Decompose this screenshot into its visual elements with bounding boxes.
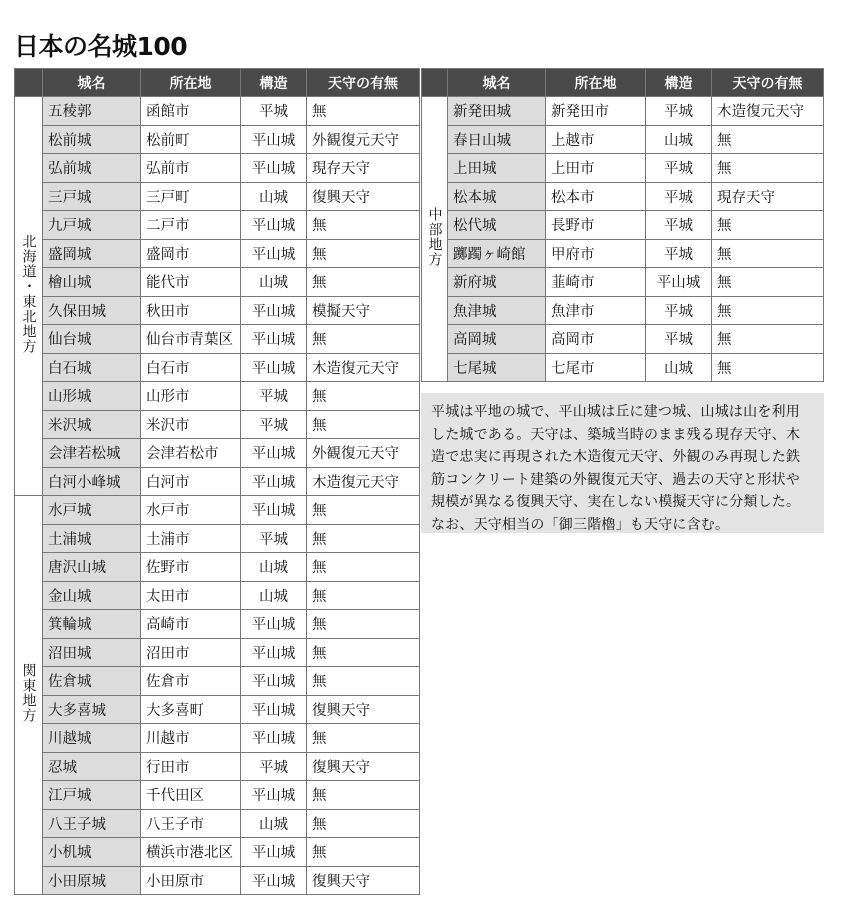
location-cell: 大多喜町 bbox=[141, 695, 241, 724]
table-row bbox=[15, 154, 420, 183]
location-cell: 七尾市 bbox=[546, 353, 646, 382]
castle-name-cell: 山形城 bbox=[43, 382, 141, 411]
keep-status-cell: 無 bbox=[307, 581, 420, 610]
table-row bbox=[15, 752, 420, 781]
castle-name-cell: 松代城 bbox=[448, 211, 546, 240]
table-row bbox=[422, 268, 824, 297]
castle-name-cell: 水戸城 bbox=[43, 496, 141, 525]
structure-cell: 山城 bbox=[241, 581, 307, 610]
structure-cell: 平山城 bbox=[241, 296, 307, 325]
structure-cell: 平城 bbox=[241, 524, 307, 553]
structure-cell: 平山城 bbox=[241, 724, 307, 753]
keep-status-cell: 木造復元天守 bbox=[712, 97, 824, 126]
castle-name-cell: 八王子城 bbox=[43, 809, 141, 838]
structure-cell: 平山城 bbox=[241, 781, 307, 810]
table-row bbox=[15, 439, 420, 468]
castle-name-cell: 春日山城 bbox=[448, 125, 546, 154]
location-cell: 仙台市青葉区 bbox=[141, 325, 241, 354]
location-cell: 能代市 bbox=[141, 268, 241, 297]
table-row bbox=[15, 97, 420, 126]
structure-cell: 平山城 bbox=[241, 496, 307, 525]
table-row bbox=[15, 553, 420, 582]
keep-status-cell: 無 bbox=[307, 838, 420, 867]
keep-status-cell: 現存天守 bbox=[712, 182, 824, 211]
castle-name-cell: 九戸城 bbox=[43, 211, 141, 240]
table-row bbox=[422, 125, 824, 154]
location-cell: 函館市 bbox=[141, 97, 241, 126]
table-row bbox=[422, 97, 824, 126]
structure-cell: 平城 bbox=[646, 211, 712, 240]
table-row bbox=[15, 638, 420, 667]
castle-name-cell: 盛岡城 bbox=[43, 239, 141, 268]
keep-status-cell: 無 bbox=[712, 211, 824, 240]
structure-cell: 平山城 bbox=[241, 667, 307, 696]
table-row bbox=[15, 182, 420, 211]
structure-cell: 平山城 bbox=[241, 638, 307, 667]
header-location: 所在地 bbox=[546, 69, 646, 97]
table-row bbox=[15, 496, 420, 525]
location-cell: 韮崎市 bbox=[546, 268, 646, 297]
location-cell: 秋田市 bbox=[141, 296, 241, 325]
keep-status-cell: 無 bbox=[712, 239, 824, 268]
table-row bbox=[15, 296, 420, 325]
structure-cell: 平城 bbox=[646, 182, 712, 211]
keep-status-cell: 無 bbox=[307, 239, 420, 268]
structure-cell: 平山城 bbox=[241, 467, 307, 496]
castle-table-left bbox=[14, 68, 420, 895]
region-label-text: 関東地方 bbox=[20, 663, 37, 723]
castle-name-cell: 小机城 bbox=[43, 838, 141, 867]
region-label bbox=[422, 97, 448, 382]
table-row bbox=[422, 211, 824, 240]
legend-note: 平城は平地の城で、平山城は丘に建つ城、山城は山を利用した城である。天守は、築城当時のまま残る現存天守、木造で忠実に再現された木造復元天守、外観のみ再現した鉄筋コンクリート建築の外観復元天守、過去の天守と形状や規模が異なる復興天守、実在しない模擬天守に分類した。なお、天守相当の「御三階櫓」も天守に含む。 bbox=[421, 393, 824, 533]
table-row bbox=[15, 581, 420, 610]
location-cell: 佐倉市 bbox=[141, 667, 241, 696]
castle-name-cell: 檜山城 bbox=[43, 268, 141, 297]
location-cell: 横浜市港北区 bbox=[141, 838, 241, 867]
structure-cell: 山城 bbox=[646, 353, 712, 382]
structure-cell: 山城 bbox=[646, 125, 712, 154]
keep-status-cell: 無 bbox=[307, 610, 420, 639]
table-row bbox=[422, 325, 824, 354]
location-cell: 土浦市 bbox=[141, 524, 241, 553]
keep-status-cell: 無 bbox=[307, 410, 420, 439]
table-row bbox=[15, 325, 420, 354]
location-cell: 佐野市 bbox=[141, 553, 241, 582]
location-cell: 盛岡市 bbox=[141, 239, 241, 268]
location-cell: 会津若松市 bbox=[141, 439, 241, 468]
castle-name-cell: 江戸城 bbox=[43, 781, 141, 810]
structure-cell: 平山城 bbox=[241, 154, 307, 183]
keep-status-cell: 模擬天守 bbox=[307, 296, 420, 325]
keep-status-cell: 無 bbox=[307, 268, 420, 297]
table-row bbox=[15, 211, 420, 240]
location-cell: 米沢市 bbox=[141, 410, 241, 439]
location-cell: 太田市 bbox=[141, 581, 241, 610]
keep-status-cell: 無 bbox=[307, 97, 420, 126]
castle-name-cell: 佐倉城 bbox=[43, 667, 141, 696]
castle-name-cell: 小田原城 bbox=[43, 866, 141, 895]
structure-cell: 平城 bbox=[646, 97, 712, 126]
header-castle-name: 城名 bbox=[448, 69, 546, 97]
castle-name-cell: 米沢城 bbox=[43, 410, 141, 439]
castle-name-cell: 久保田城 bbox=[43, 296, 141, 325]
keep-status-cell: 外観復元天守 bbox=[307, 439, 420, 468]
location-cell: 上越市 bbox=[546, 125, 646, 154]
keep-status-cell: 無 bbox=[712, 325, 824, 354]
table-row bbox=[15, 838, 420, 867]
structure-cell: 平城 bbox=[646, 296, 712, 325]
location-cell: 八王子市 bbox=[141, 809, 241, 838]
table-row bbox=[15, 781, 420, 810]
castle-name-cell: 白石城 bbox=[43, 353, 141, 382]
structure-cell: 平城 bbox=[646, 325, 712, 354]
table-row bbox=[422, 239, 824, 268]
location-cell: 新発田市 bbox=[546, 97, 646, 126]
location-cell: 二戸市 bbox=[141, 211, 241, 240]
header-location: 所在地 bbox=[141, 69, 241, 97]
location-cell: 松前町 bbox=[141, 125, 241, 154]
structure-cell: 平山城 bbox=[241, 439, 307, 468]
table-header-row bbox=[15, 69, 420, 97]
castle-name-cell: 金山城 bbox=[43, 581, 141, 610]
header-keep: 天守の有無 bbox=[712, 69, 824, 97]
castle-name-cell: 新府城 bbox=[448, 268, 546, 297]
castle-name-cell: 忍城 bbox=[43, 752, 141, 781]
castle-name-cell: 七尾城 bbox=[448, 353, 546, 382]
location-cell: 甲府市 bbox=[546, 239, 646, 268]
location-cell: 小田原市 bbox=[141, 866, 241, 895]
header-corner bbox=[15, 69, 43, 97]
structure-cell: 平山城 bbox=[241, 325, 307, 354]
keep-status-cell: 無 bbox=[712, 296, 824, 325]
castle-name-cell: 白河小峰城 bbox=[43, 467, 141, 496]
table-row bbox=[15, 239, 420, 268]
castle-name-cell: 魚津城 bbox=[448, 296, 546, 325]
keep-status-cell: 無 bbox=[307, 724, 420, 753]
castle-name-cell: 大多喜城 bbox=[43, 695, 141, 724]
location-cell: 魚津市 bbox=[546, 296, 646, 325]
table-row bbox=[15, 610, 420, 639]
location-cell: 高崎市 bbox=[141, 610, 241, 639]
table-row bbox=[15, 724, 420, 753]
keep-status-cell: 無 bbox=[307, 781, 420, 810]
keep-status-cell: 無 bbox=[307, 809, 420, 838]
location-cell: 長野市 bbox=[546, 211, 646, 240]
table-row bbox=[15, 467, 420, 496]
structure-cell: 平城 bbox=[241, 410, 307, 439]
structure-cell: 平山城 bbox=[241, 610, 307, 639]
structure-cell: 平城 bbox=[241, 97, 307, 126]
castle-name-cell: 高岡城 bbox=[448, 325, 546, 354]
location-cell: 三戸町 bbox=[141, 182, 241, 211]
castle-name-cell: 松本城 bbox=[448, 182, 546, 211]
castle-name-cell: 仙台城 bbox=[43, 325, 141, 354]
structure-cell: 平山城 bbox=[241, 239, 307, 268]
location-cell: 山形市 bbox=[141, 382, 241, 411]
castle-name-cell: 箕輪城 bbox=[43, 610, 141, 639]
location-cell: 松本市 bbox=[546, 182, 646, 211]
castle-name-cell: 五稜郭 bbox=[43, 97, 141, 126]
structure-cell: 平山城 bbox=[241, 211, 307, 240]
table-row bbox=[15, 268, 420, 297]
castle-name-cell: 沼田城 bbox=[43, 638, 141, 667]
header-structure: 構造 bbox=[646, 69, 712, 97]
keep-status-cell: 無 bbox=[712, 125, 824, 154]
header-keep: 天守の有無 bbox=[307, 69, 420, 97]
structure-cell: 平山城 bbox=[241, 838, 307, 867]
keep-status-cell: 無 bbox=[307, 524, 420, 553]
table-row bbox=[15, 866, 420, 895]
keep-status-cell: 復興天守 bbox=[307, 695, 420, 724]
keep-status-cell: 木造復元天守 bbox=[307, 467, 420, 496]
region-label bbox=[15, 496, 43, 895]
keep-status-cell: 無 bbox=[307, 638, 420, 667]
table-row bbox=[15, 410, 420, 439]
structure-cell: 平山城 bbox=[241, 695, 307, 724]
structure-cell: 山城 bbox=[241, 809, 307, 838]
castle-name-cell: 新発田城 bbox=[448, 97, 546, 126]
page-title: 日本の名城100 bbox=[14, 32, 188, 61]
structure-cell: 平城 bbox=[646, 239, 712, 268]
structure-cell: 平山城 bbox=[241, 866, 307, 895]
keep-status-cell: 無 bbox=[712, 154, 824, 183]
location-cell: 白河市 bbox=[141, 467, 241, 496]
table-row bbox=[422, 182, 824, 211]
structure-cell: 平山城 bbox=[241, 353, 307, 382]
castle-name-cell: 躑躅ヶ崎館 bbox=[448, 239, 546, 268]
table-header-row bbox=[422, 69, 824, 97]
region-label bbox=[15, 97, 43, 496]
table-row bbox=[15, 382, 420, 411]
castle-name-cell: 上田城 bbox=[448, 154, 546, 183]
location-cell: 上田市 bbox=[546, 154, 646, 183]
location-cell: 千代田区 bbox=[141, 781, 241, 810]
castle-name-cell: 弘前城 bbox=[43, 154, 141, 183]
keep-status-cell: 無 bbox=[307, 553, 420, 582]
keep-status-cell: 無 bbox=[307, 325, 420, 354]
keep-status-cell: 無 bbox=[712, 268, 824, 297]
keep-status-cell: 無 bbox=[307, 211, 420, 240]
keep-status-cell: 無 bbox=[712, 353, 824, 382]
keep-status-cell: 外観復元天守 bbox=[307, 125, 420, 154]
castle-name-cell: 川越城 bbox=[43, 724, 141, 753]
keep-status-cell: 無 bbox=[307, 382, 420, 411]
structure-cell: 平城 bbox=[241, 752, 307, 781]
castle-table-right bbox=[421, 68, 824, 382]
table-row bbox=[422, 353, 824, 382]
header-castle-name: 城名 bbox=[43, 69, 141, 97]
structure-cell: 平山城 bbox=[241, 125, 307, 154]
region-label-text: 中部地方 bbox=[426, 207, 443, 267]
location-cell: 高岡市 bbox=[546, 325, 646, 354]
structure-cell: 平山城 bbox=[646, 268, 712, 297]
region-label-text: 北海道・東北地方 bbox=[20, 234, 37, 354]
keep-status-cell: 無 bbox=[307, 496, 420, 525]
castle-name-cell: 三戸城 bbox=[43, 182, 141, 211]
table-row bbox=[15, 667, 420, 696]
table-row bbox=[15, 353, 420, 382]
keep-status-cell: 無 bbox=[307, 667, 420, 696]
structure-cell: 山城 bbox=[241, 182, 307, 211]
keep-status-cell: 復興天守 bbox=[307, 866, 420, 895]
table-row bbox=[15, 524, 420, 553]
location-cell: 行田市 bbox=[141, 752, 241, 781]
structure-cell: 山城 bbox=[241, 553, 307, 582]
table-row bbox=[15, 125, 420, 154]
location-cell: 水戸市 bbox=[141, 496, 241, 525]
castle-name-cell: 会津若松城 bbox=[43, 439, 141, 468]
castle-name-cell: 松前城 bbox=[43, 125, 141, 154]
table-row bbox=[422, 296, 824, 325]
structure-cell: 平城 bbox=[646, 154, 712, 183]
structure-cell: 山城 bbox=[241, 268, 307, 297]
location-cell: 白石市 bbox=[141, 353, 241, 382]
structure-cell: 平城 bbox=[241, 382, 307, 411]
header-structure: 構造 bbox=[241, 69, 307, 97]
castle-name-cell: 唐沢山城 bbox=[43, 553, 141, 582]
keep-status-cell: 現存天守 bbox=[307, 154, 420, 183]
table-row bbox=[15, 695, 420, 724]
location-cell: 川越市 bbox=[141, 724, 241, 753]
castle-name-cell: 土浦城 bbox=[43, 524, 141, 553]
table-row bbox=[15, 809, 420, 838]
table-row bbox=[422, 154, 824, 183]
keep-status-cell: 復興天守 bbox=[307, 752, 420, 781]
header-corner bbox=[422, 69, 448, 97]
location-cell: 弘前市 bbox=[141, 154, 241, 183]
location-cell: 沼田市 bbox=[141, 638, 241, 667]
keep-status-cell: 復興天守 bbox=[307, 182, 420, 211]
keep-status-cell: 木造復元天守 bbox=[307, 353, 420, 382]
